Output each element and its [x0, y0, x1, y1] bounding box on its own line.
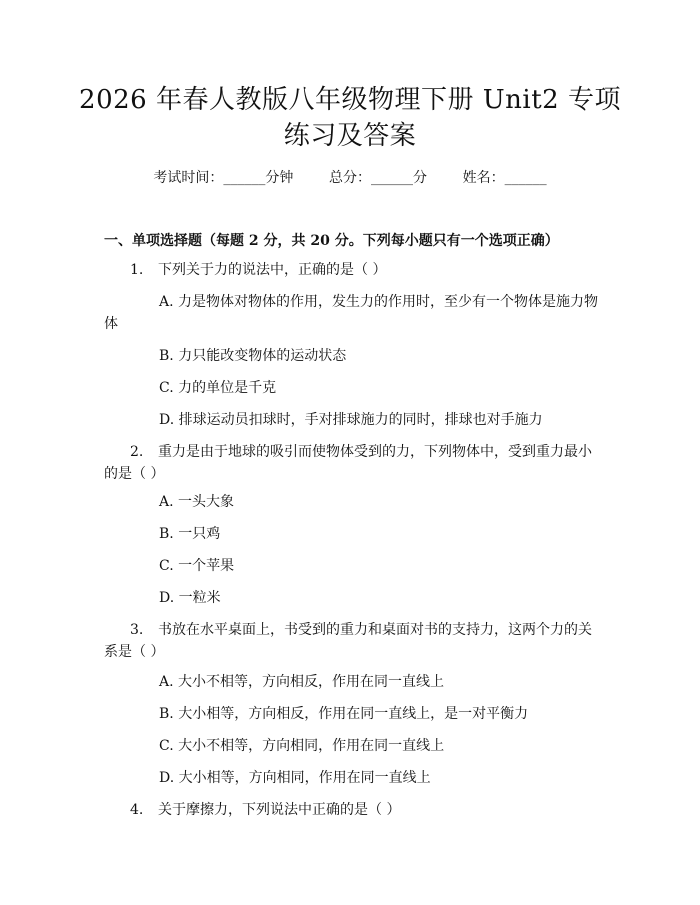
- question-1-option-b: B. 力只能改变物体的运动状态: [159, 348, 347, 364]
- section-heading: 一、单项选择题（每题 2 分，共 20 分。下列每小题只有一个选项正确）: [104, 233, 559, 249]
- question-3-option-d: D. 大小相等，方向相同，作用在同一直线上: [159, 770, 431, 786]
- question-3-option-a: A. 大小不相等，方向相反，作用在同一直线上: [159, 674, 445, 690]
- question-4: [104, 799, 604, 821]
- question-1: [104, 259, 604, 281]
- question-number: 2.: [130, 444, 144, 460]
- page-title: [0, 82, 700, 154]
- question-1-option-c: C. 力的单位是千克: [159, 380, 277, 396]
- exam-score: 总分：______分: [329, 170, 427, 186]
- exam-meta: [0, 167, 700, 187]
- question-text: 重力是由于地球的吸引而使物体受到的力，下列物体中，受到重力最小的是（ ）: [104, 444, 592, 482]
- question-number: 1.: [130, 262, 144, 278]
- question-2: [104, 441, 604, 485]
- exam-time: 考试时间：______分钟: [153, 170, 294, 186]
- question-1-option-d: D. 排球运动员扣球时，手对排球施力的同时，排球也对手施力: [159, 412, 543, 428]
- question-number: 4.: [130, 802, 144, 818]
- title-line-1: 2026 年春人教版八年级物理下册 Unit2 专项: [79, 85, 621, 115]
- question-1-option-a: A. 力是物体对物体的作用，发生力的作用时，至少有一个物体是施力物体: [104, 294, 599, 332]
- question-2-option-b: B. 一只鸡: [159, 526, 221, 542]
- question-2-option-a: A. 一头大象: [159, 494, 235, 510]
- question-3-option-b: B. 大小相等，方向相反，作用在同一直线上，是一对平衡力: [159, 706, 529, 722]
- question-text: 关于摩擦力，下列说法中正确的是（ ）: [158, 802, 401, 818]
- question-text: 下列关于力的说法中，正确的是（ ）: [158, 262, 387, 278]
- question-text: 书放在水平桌面上，书受到的重力和桌面对书的支持力，这两个力的关系是（ ）: [104, 622, 592, 660]
- question-2-option-c: C. 一个苹果: [159, 558, 235, 574]
- question-3-option-c: C. 大小不相等，方向相同，作用在同一直线上: [159, 738, 445, 754]
- question-number: 3.: [130, 622, 144, 638]
- question-3: [104, 619, 604, 663]
- question-2-option-d: D. 一粒米: [159, 590, 221, 606]
- exam-name: 姓名：______: [462, 170, 547, 186]
- title-line-2: 练习及答案: [283, 121, 417, 151]
